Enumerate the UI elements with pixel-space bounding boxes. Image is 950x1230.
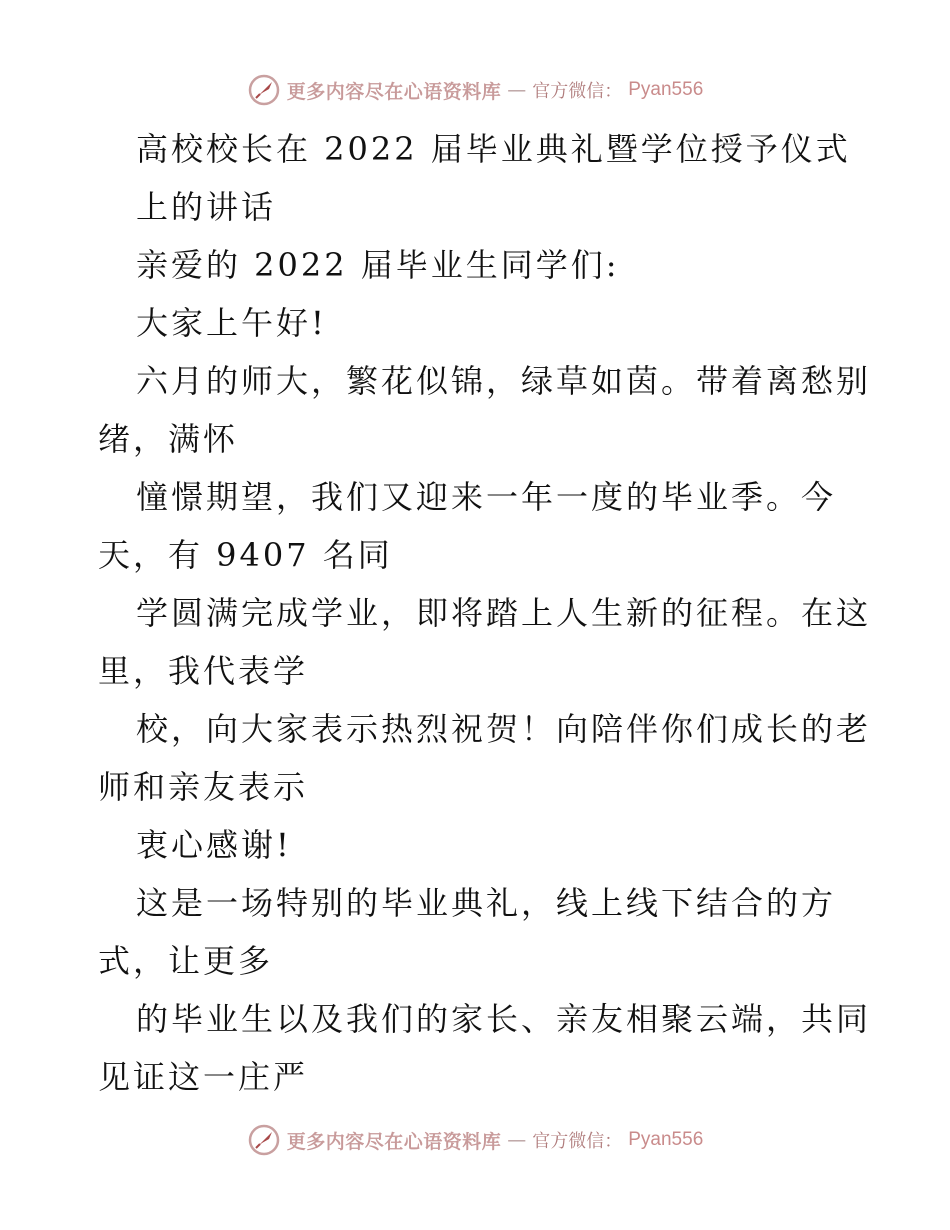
text-line: 上的讲话	[136, 188, 277, 226]
watermark-wechat-label: 官方微信：	[532, 1131, 623, 1152]
watermark-header	[0, 70, 950, 110]
watermark-footer	[0, 1120, 950, 1160]
text-line: 憧憬期望，我们又迎来一年一度的毕业季。今	[136, 478, 837, 516]
watermark-dash: —	[507, 1129, 527, 1151]
watermark-wechat-id: Pyan556	[628, 79, 704, 100]
text-line: 亲爱的 2022 届毕业生同学们:	[136, 246, 620, 284]
text-line: 大家上午好!	[136, 304, 327, 342]
text-line: 校，向大家表示热烈祝贺！向陪伴你们成长的老	[136, 710, 872, 748]
document-body	[98, 120, 872, 1106]
watermark-brand: 更多内容尽在心语资料库	[286, 1130, 502, 1153]
text-line: 高校校长在 2022 届毕业典礼暨学位授予仪式	[136, 130, 851, 168]
watermark-dash: —	[507, 79, 527, 101]
text-line: 式，让更多	[98, 942, 274, 980]
watermark-wechat-id: Pyan556	[628, 1129, 704, 1150]
quill-logo-icon	[247, 1123, 281, 1157]
text-line: 六月的师大，繁花似锦，绿草如茵。带着离愁别	[136, 362, 872, 400]
watermark-wechat-label: 官方微信：	[532, 81, 623, 102]
quill-logo-icon	[247, 73, 281, 107]
text-line: 见证这一庄严	[98, 1058, 309, 1096]
watermark-brand: 更多内容尽在心语资料库	[286, 80, 502, 103]
text-line: 天，有 9407 名同	[98, 536, 393, 574]
text-line: 衷心感谢!	[136, 826, 292, 864]
text-line: 这是一场特别的毕业典礼，线上线下结合的方	[136, 884, 837, 922]
text-line: 的毕业生以及我们的家长、亲友相聚云端，共同	[136, 1000, 872, 1038]
text-line: 绪，满怀	[98, 420, 239, 458]
text-line: 师和亲友表示	[98, 768, 309, 806]
text-line: 里，我代表学	[98, 652, 309, 690]
text-line: 学圆满完成学业，即将踏上人生新的征程。在这	[136, 594, 872, 632]
